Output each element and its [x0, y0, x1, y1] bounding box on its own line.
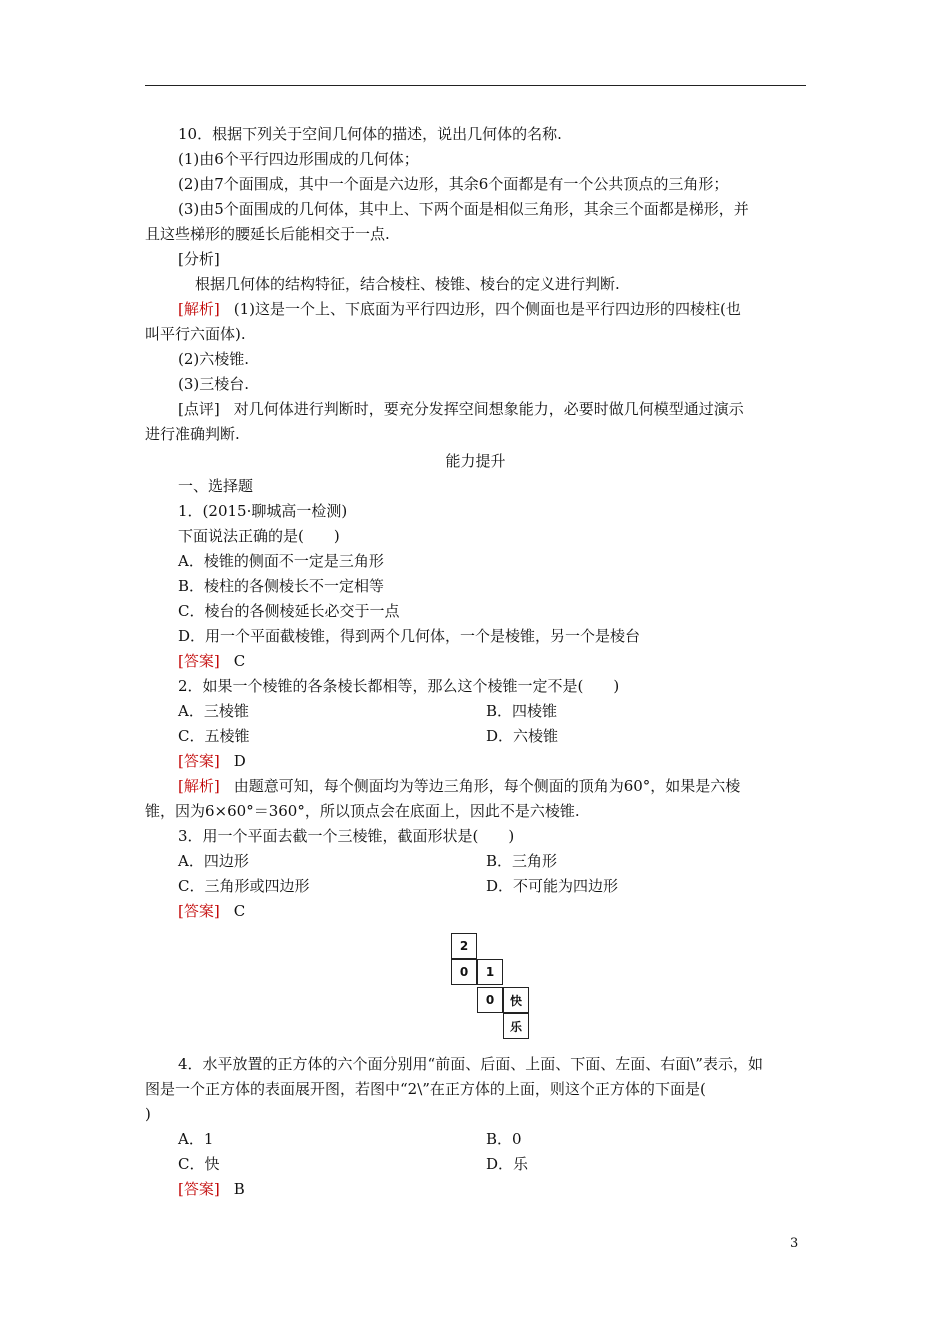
q3-option-a: A．四边形: [178, 852, 249, 870]
q2-answer: D: [233, 752, 246, 770]
q10-item-3a: (3)由5个面围成的几何体，其中上、下两个面是相似三角形，其余三个面都是梯形，并: [178, 200, 749, 218]
net-cell: 0: [451, 959, 477, 985]
q1-option-d: D．用一个平面截棱锥，得到两个几何体，一个是棱锥，另一个是棱台: [178, 627, 641, 645]
q10-title: 10．根据下列关于空间几何体的描述，说出几何体的名称.: [178, 125, 562, 143]
section-title: 能力提升: [445, 452, 506, 470]
q2-solution-a: 由题意可知，每个侧面均为等边三角形，每个侧面的顶角为60°，如果是六棱: [233, 777, 741, 795]
q1-answer: C: [233, 652, 246, 670]
net-cell: 2: [451, 933, 477, 959]
q3-answer-tag: [答案]: [178, 902, 220, 920]
q4-stem-a: 4．水平放置的正方体的六个面分别用“前面、后面、上面、下面、左面、右面\”表示，如: [178, 1055, 763, 1073]
q4-stem-c: ): [145, 1105, 151, 1123]
q3-option-d: D．不可能为四边形: [486, 877, 619, 895]
q2-answer-tag: [答案]: [178, 752, 220, 770]
q4-answer-tag: [答案]: [178, 1180, 220, 1198]
q1-option-a: A．棱锥的侧面不一定是三角形: [178, 552, 384, 570]
net-cell: 0: [477, 987, 503, 1013]
q3-option-c: C．三角形或四边形: [178, 877, 310, 895]
q10-solution-3: (3)三棱台.: [178, 375, 250, 393]
q2-option-b: B．四棱锥: [486, 702, 558, 720]
q10-item-3b: 且这些梯形的腰延长后能相交于一点.: [145, 225, 390, 243]
q4-option-c: C．快: [178, 1155, 220, 1173]
q10-analysis-text: 根据几何体的结构特征，结合棱柱、棱锥、棱台的定义进行判断.: [195, 275, 620, 293]
q10-comment-a: 对几何体进行判断时，要充分发挥空间想象能力，必要时做几何模型通过演示: [233, 400, 744, 418]
q10-comment-tag: [点评]: [178, 400, 220, 418]
q4-option-b: B．0: [486, 1130, 522, 1148]
net-cell: 1: [477, 959, 503, 985]
q10-comment-b: 进行准确判断.: [145, 425, 240, 443]
q2-solution-b: 锥，因为6×60°＝360°，所以顶点会在底面上，因此不是六棱锥.: [145, 802, 580, 820]
net-cell: 乐: [503, 1013, 529, 1039]
q1-option-c: C．棱台的各侧棱延长必交于一点: [178, 602, 400, 620]
part-title: 一、选择题: [178, 477, 254, 495]
q2-solution-tag: [解析]: [178, 777, 220, 795]
q10-analysis-tag: [分析]: [178, 250, 220, 268]
q1-stem: 下面说法正确的是( ): [178, 527, 340, 545]
q10-solution-2: (2)六棱锥.: [178, 350, 250, 368]
q4-option-d: D．乐: [486, 1155, 529, 1173]
q3-option-b: B．三角形: [486, 852, 558, 870]
page-number: 3: [790, 1236, 799, 1251]
q1-source: 1．(2015·聊城高一检测): [178, 502, 348, 520]
q2-option-a: A．三棱锥: [178, 702, 249, 720]
q2-option-c: C．五棱锥: [178, 727, 250, 745]
q3-answer: C: [233, 902, 246, 920]
q10-solution-a: (1)这是一个上、下底面为平行四边形，四个侧面也是平行四边形的四棱柱(也: [233, 300, 741, 318]
q3-stem: 3．用一个平面去截一个三棱锥，截面形状是( ): [178, 827, 515, 845]
q10-solution-tag: [解析]: [178, 300, 220, 318]
q2-option-d: D．六棱锥: [486, 727, 559, 745]
q10-solution-b: 叫平行六面体).: [145, 325, 246, 343]
q1-option-b: B．棱柱的各侧棱长不一定相等: [178, 577, 385, 595]
q10-item-2: (2)由7个面围成，其中一个面是六边形，其余6个面都是有一个公共顶点的三角形；: [178, 175, 729, 193]
q4-answer: B: [233, 1180, 245, 1198]
net-cell: 快: [503, 987, 529, 1013]
q2-stem: 2．如果一个棱锥的各条棱长都相等，那么这个棱锥一定不是( ): [178, 677, 620, 695]
q10-item-1: (1)由6个平行四边形围成的几何体；: [178, 150, 419, 168]
q4-stem-b: 图是一个正方体的表面展开图，若图中“2\”在正方体的上面，则这个正方体的下面是(: [145, 1080, 706, 1098]
q1-answer-tag: [答案]: [178, 652, 220, 670]
header-rule: [145, 85, 806, 86]
q4-option-a: A．1: [178, 1130, 214, 1148]
